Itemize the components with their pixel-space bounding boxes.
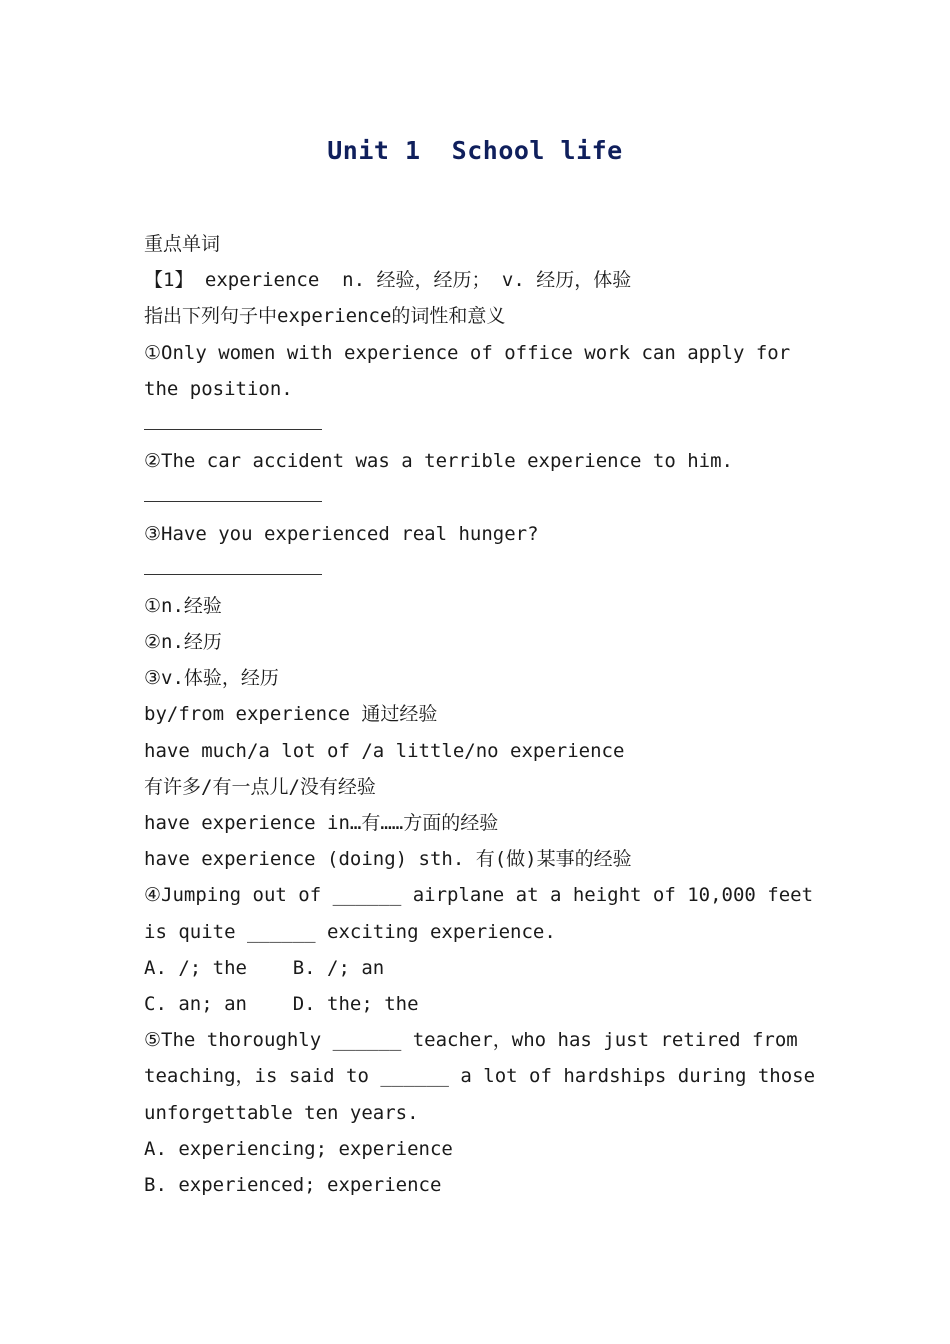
question-5-line-1: ⑤The thoroughly ______ teacher，who has just retired from	[144, 1029, 798, 1052]
blank-line	[144, 407, 322, 430]
answer-blank-3	[144, 552, 814, 588]
question-4-line-2: is quite ______ exciting experience.	[144, 920, 556, 943]
sentence-1-line-2: the position.	[144, 377, 293, 400]
sentence-1-line-1: ①Only women with experience of office work can apply for	[144, 341, 791, 364]
sentence-2: ②The car accident was a terrible experience to him.	[144, 450, 733, 473]
phrase-2-meaning: 有许多/有一点儿/没有经验	[144, 775, 376, 798]
page-title: Unit 1 School life	[327, 136, 623, 165]
question-5-option-a: A. experiencing; experience	[144, 1137, 453, 1160]
answer-blank-2	[144, 479, 814, 515]
answer-3: ③v.体验，经历	[144, 667, 279, 690]
answer-blank-1	[144, 407, 814, 443]
section-heading: 重点单词	[144, 233, 221, 255]
sentence-3: ③Have you experienced real hunger?	[144, 522, 539, 545]
question-4-options-cd: C. an; an D. the; the	[144, 992, 419, 1015]
phrase-4: have experience (doing) sth. 有(做)某事的经验	[144, 848, 632, 871]
exercise-instruction: 指出下列句子中experience的词性和意义	[144, 305, 506, 328]
question-5-line-2: teaching，is said to ______ a lot of hardships during those	[144, 1065, 816, 1088]
vocab-entry-1: 【1】 experience n. 经验，经历； v. 经历，体验	[144, 269, 632, 292]
blank-line	[144, 479, 322, 502]
phrase-1: by/from experience 通过经验	[144, 703, 438, 726]
document-body	[144, 226, 814, 1203]
blank-line	[144, 552, 322, 575]
answer-1: ①n.经验	[144, 594, 222, 617]
question-4-options-ab: A. /; the B. /; an	[144, 956, 385, 979]
question-4-line-1: ④Jumping out of ______ airplane at a height of 10,000 feet	[144, 884, 814, 907]
question-5-option-b: B. experienced; experience	[144, 1173, 442, 1196]
phrase-2: have much/a lot of /a little/no experience	[144, 739, 625, 762]
answer-2: ②n.经历	[144, 631, 222, 654]
phrase-3: have experience in…有……方面的经验	[144, 812, 499, 834]
question-5-line-3: unforgettable ten years.	[144, 1101, 419, 1124]
